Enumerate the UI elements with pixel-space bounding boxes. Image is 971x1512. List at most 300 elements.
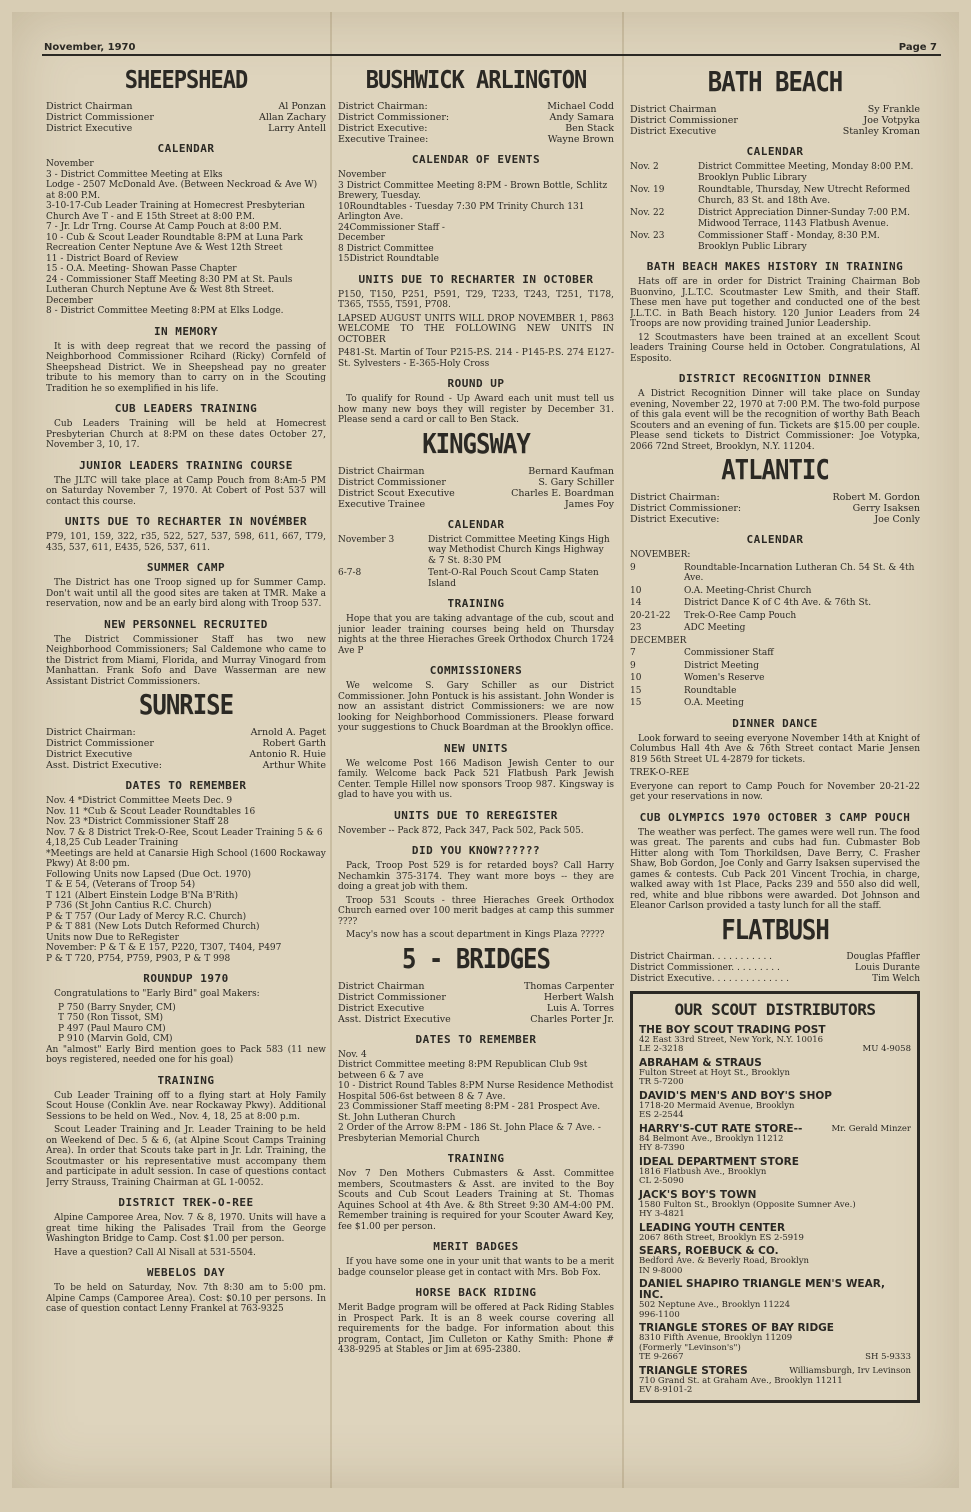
list-line: 3-10-17-Cub Leader Training at Homecrest Presbyterian Church Ave T - and E 15th Street at 8:00 P.M. — [46, 201, 305, 222]
section-heading: BATH BEACH MAKES HISTORY IN TRAINING — [646, 260, 904, 273]
officer-role: District Commissioner: — [338, 112, 450, 123]
article-text: Cub Leaders Training will be held at Homecrest Presbyterian Church at 8:PM on these dates October 27, November 3, 10, 17. — [46, 419, 326, 450]
store-entry — [639, 1157, 911, 1187]
distributors-title: OUR SCOUT DISTRIBUTORS — [674, 999, 876, 1019]
officer-list — [338, 466, 614, 510]
list-line: P & T 881 (New Lots Dutch Reformed Church) — [46, 922, 260, 932]
list-line: November — [46, 159, 94, 169]
section-heading: CALENDAR OF EVENTS — [411, 153, 541, 166]
article-text: Congratulations to "Early Bird" goal Makers: — [54, 989, 260, 999]
officer-row — [338, 112, 614, 123]
officer-name: Joe Votpyka — [863, 115, 920, 126]
officer-name: Antonio R. Huie — [249, 749, 326, 760]
store-entry — [639, 1366, 911, 1396]
store-phone: TE 9-2667 — [639, 1352, 684, 1362]
officer-name: James Foy — [564, 498, 614, 510]
store-address: 710 Grand St. at Graham Ave., Brooklyn 11211 — [639, 1375, 843, 1386]
store-name — [639, 1366, 911, 1377]
officer-row — [338, 488, 614, 499]
list-line: 3 - District Committee Meeting at Elks — [46, 169, 223, 180]
district-title: SUNRISE — [138, 688, 234, 722]
store-name: LEADING YOUTH CENTER — [639, 1221, 786, 1234]
calendar-event: Commissioner Staff — [684, 648, 774, 658]
list-line: P 750 (Barry Snyder, CM) — [58, 1002, 176, 1013]
list-line: 10 - District Round Tables 8:PM Nurse Residence Methodist Hospital 506-6st between 8 & 7 Ave. — [338, 1081, 614, 1102]
article-text: Cub Leader Training off to a flying start at Holy Family Scout House (Conklin Ave. near Rockaway Pkwy). Additional Sessions to be held on Wed., Nov. 4, 18, 25 at 8:00 p.m. — [46, 1090, 326, 1122]
calendar-list — [338, 170, 614, 265]
officer-name: Wayne Brown — [547, 134, 614, 145]
calendar-event: Roundtable — [684, 685, 737, 696]
list-line: Nov. 11 *Cub & Scout Leader Roundtables 16 — [46, 806, 256, 817]
store-entry — [639, 1124, 911, 1154]
store-address: HY 3-4821 — [639, 1209, 685, 1219]
officer-row — [338, 1003, 614, 1014]
section-heading: MERIT BADGES — [433, 1240, 519, 1253]
column-fold — [330, 12, 332, 1488]
section-heading: DINNER DANCE — [732, 716, 818, 730]
store-contact: Mr. Gerald Minzer — [831, 1123, 911, 1134]
section-heading: UNITS DUE TO RECHARTER IN OCTOBER — [358, 272, 594, 286]
issue-date: November, 1970 — [44, 42, 136, 53]
article-text: We welcome Post 166 Madison Jewish Center to our family. Welcome back Pack 521 Flatbush Park Jewish Center. Temple Hillel now sponsors Troop 987. Kingsway is glad to have you with us. — [338, 758, 614, 800]
calendar-event: District Dance K of C 4th Ave. & 76th St. — [684, 598, 872, 608]
list-line: P 736 (St John Cantius R.C. Church) — [46, 901, 212, 911]
dates-list — [46, 796, 326, 964]
officer-role: District Executive — [46, 123, 133, 134]
list-line: Following Units now Lapsed (Due Oct. 1970) — [46, 869, 252, 880]
column-3 — [630, 64, 920, 1484]
officer-name: Robert Garth — [262, 738, 326, 749]
store-phone: LE 2-3218 — [639, 1044, 684, 1054]
article-text: Nov 7 Den Mothers Cubmasters & Asst. Committee members, Scoutmasters & Asst. are invited to the Boy Scouts and Cub Scout Leaders Training at St. Thomas Aquines School at 4th Ave. & 8th Street 9:30 AM-4:00 PM. Remember training is required for your Scouter Award Key, fee $1.00 per person. — [338, 1169, 614, 1232]
article-text: To qualify for Round - Up Award each unit must tell us how many new boys they will register by December 31. Please send a card or call to Ben Stack. — [338, 394, 614, 425]
officer-name: Louis Durante — [855, 962, 920, 973]
calendar-date: 10 — [630, 673, 642, 683]
calendar-event: ADC Meeting — [684, 623, 746, 633]
article-text: P481-St. Martin of Tour P215-P.S. 214 - P145-P.S. 274 E127-St. Sylvesters - E-365-Holy Cross — [338, 348, 614, 369]
calendar-date: November 3 — [338, 534, 395, 545]
officer-row — [338, 981, 614, 992]
officer-role: District Chairman — [46, 101, 133, 112]
list-line: 15District Roundtable — [338, 254, 439, 264]
officer-list — [338, 981, 614, 1025]
officer-role: District Commissioner — [46, 738, 154, 749]
article-text: The weather was perfect. The games were well run. The food was great. The parents and cubs had fun. Cubmaster Bob Hitter along with Tom Thorkildsen, Dave Berry, C. Frasher Shaw, Bob Gordon, Joe Conly and Garry Isaksen supervised the games & contests. Cub Pack 201 Vincent Trochia, in charge, walked away with 1st Place, Packs 239 and 550 also did well, red, white and blue ribbons were awarded. Dot Johnson and Eleanor Carlson provided a tasty lunch for all the staff. — [630, 827, 920, 911]
store-address: 1580 Fulton St., Brooklyn (Opposite Sumner Ave.) — [639, 1199, 856, 1210]
section-heading: DID YOU KNOW?????? — [411, 844, 541, 857]
store-address: (Formerly "Levinson's") — [639, 1342, 741, 1353]
store-name: JACK'S BOY'S TOWN — [639, 1188, 757, 1201]
article-text: The JLTC will take place at Camp Pouch from 8:Am-5 PM on Saturday November 7, 1970. At Cobert of Post 537 will contact this course. — [46, 475, 326, 507]
calendar-date: 15 — [630, 698, 642, 708]
officer-role: District Commissioner — [338, 476, 446, 488]
officer-row — [630, 952, 920, 963]
section-heading: UNITS DUE TO REREGISTER — [394, 808, 558, 822]
article-text: Look forward to seeing everyone November 14th at Knight of Columbus Hall 4th Ave & 76th Street contact Marie Jensen 819 56th Street UL 4-2879 for tickets. — [630, 733, 920, 765]
officer-role: District Chairman — [338, 465, 425, 477]
list-line: T 750 (Ron Tissot, SM) — [58, 1013, 164, 1023]
officer-name: Gerry Isaksen — [852, 503, 920, 514]
store-title: HARRY'S-CUT RATE STORE-- — [639, 1122, 803, 1135]
calendar-row — [630, 586, 920, 597]
calendar-row — [630, 661, 920, 672]
article-text: P150, T150, P251, P591, T29, T233, T243, T251, T178, T365, T555, T591, P708. — [338, 289, 614, 310]
store-name: DANIEL SHAPIRO TRIANGLE MEN'S WEAR, INC. — [639, 1278, 885, 1301]
calendar-list — [338, 535, 614, 590]
officer-role: District Commissioner. . . . . . . . . — [630, 962, 780, 973]
officer-role: District Executive: — [338, 123, 428, 134]
store-entry — [639, 1223, 911, 1244]
calendar-date: 10 — [630, 585, 642, 596]
district-title: SHEEPSHEAD — [124, 66, 248, 95]
article-text: Have a question? Call Al Nisall at 531-5504. — [54, 1247, 256, 1258]
officer-name: Charles E. Boardman — [511, 487, 614, 499]
section-heading: CALENDAR — [447, 517, 505, 531]
officer-role: Asst. District Executive — [338, 1013, 451, 1025]
calendar-date: Nov. 22 — [630, 208, 665, 218]
list-line: 2 Order of the Arrow 8:PM - 186 St. John Place & 7 Ave. - Presbyterian Memorial Church — [338, 1123, 601, 1144]
list-line: 3 District Committee Meeting 8:PM - Brown Bottle, Schlitz Brewery, Tuesday. — [338, 180, 608, 201]
store-address: 42 East 33rd Street, New York, N.Y. 10016 — [639, 1034, 824, 1045]
store-name: ABRAHAM & STRAUS — [639, 1056, 762, 1069]
calendar-date: 15 — [630, 685, 642, 696]
district-title: BUSHWICK ARLINGTON — [365, 66, 587, 95]
list-line: P 910 (Marvin Gold, CM) — [58, 1034, 173, 1044]
calendar-row — [630, 623, 920, 634]
officer-role: District Chairman. . . . . . . . . . . — [630, 951, 773, 962]
article-text: An "almost" Early Bird mention goes to Pack 583 (11 new boys registered, needed one for his goal) — [46, 1044, 326, 1065]
page-number: Page 7 — [898, 42, 937, 53]
store-address: Fulton Street at Hoyt St., Brooklyn — [639, 1067, 790, 1078]
officer-list — [46, 727, 326, 771]
store-name: DAVID'S MEN'S AND BOY'S SHOP — [639, 1089, 832, 1102]
officer-role: Asst. District Executive: — [46, 760, 162, 771]
officer-row — [338, 134, 614, 145]
list-line: November — [338, 170, 386, 180]
calendar-event: Trek-O-Ree Camp Pouch — [684, 610, 797, 621]
list-line: 7 - Jr. Ldr Trng. Course At Camp Pouch at 8:00 P.M. — [46, 222, 282, 232]
article-text: It is with deep regreat that we record the passing of Neighborhood Commissioner Rcihard (Ricky) Cornfeld of Sheepshead District. We in Sheepshead pay no greater tribute to his memory than to carry on in the Scouting Tradition he so exemplified in his life. — [46, 341, 326, 394]
column-2 — [338, 64, 614, 1484]
list-line: T & E 54, (Veterans of Troop 54) — [46, 880, 196, 890]
officer-row — [630, 126, 920, 137]
store-address: 1816 Flatbush Ave., Brooklyn — [639, 1166, 767, 1177]
officer-row — [338, 101, 614, 112]
store-address: 996-1100 — [639, 1309, 680, 1320]
list-line: December — [338, 233, 385, 243]
article-text: Hats off are in order for District Training Chairman Bob Buonvino, J.L.T.C. Scoutmaster Lew Smith, and their Staff. These men have put together and conducted one of the best J.L.T.C. in Bath Beach history. 120 Junior Leaders from 24 Troops are now providing trained Junior Leadership. — [630, 277, 920, 329]
calendar-event: O.A. Meeting — [684, 698, 744, 708]
officer-row — [630, 115, 920, 126]
calendar-event: Commissioner Staff - Monday, 8:30 P.M. Brooklyn Public Library — [698, 231, 880, 252]
officer-row — [630, 492, 920, 503]
list-line: Nov. 7 & 8 District Trek-O-Ree, Scout Leader Training 5 & 6 — [46, 827, 323, 838]
officer-role: District Executive — [630, 126, 717, 137]
article-text: The District has one Troop signed up for Summer Camp. Don't wait until all the good sites are taken at TMR. Make a reservation, now and be an early bird along with Troop 537. — [46, 578, 326, 609]
distributors-box — [630, 991, 920, 1403]
section-heading: WEBELOS DAY — [146, 1266, 226, 1279]
officer-role: District Executive: — [630, 514, 720, 525]
store-contact: Williamsburgh, Irv Levinson — [789, 1365, 911, 1376]
list-line: *Meetings are held at Canarsie High School (1600 Rockaway Pkwy) At 8:00 pm. — [46, 848, 326, 869]
roundup-list — [46, 1003, 326, 1045]
officer-row — [46, 727, 326, 738]
calendar-event — [684, 550, 920, 561]
section-heading: DISTRICT TREK-O-REE — [118, 1196, 254, 1209]
calendar-date: 20-21-22 — [630, 610, 671, 621]
officer-list — [630, 492, 920, 525]
store-name: SEARS, ROEBUCK & CO. — [639, 1245, 779, 1257]
officer-row — [46, 112, 326, 123]
calendar-date: Nov. 23 — [630, 231, 665, 241]
officer-row — [46, 749, 326, 760]
officer-list — [46, 101, 326, 134]
calendar-row — [630, 636, 920, 647]
calendar-date: 6-7-8 — [338, 568, 362, 578]
calendar-event: Roundtable, Thursday, New Utrecht Reformed Church, 83 St. and 18th Ave. — [698, 185, 911, 206]
list-line: 8 - District Committee Meeting 8:PM at Elks Lodge. — [46, 306, 284, 316]
calendar-date: Nov. 2 — [630, 162, 659, 172]
officer-list — [630, 952, 920, 985]
store-list — [639, 1025, 911, 1396]
calendar-event — [684, 636, 920, 647]
calendar-row — [630, 648, 920, 659]
officer-role: District Executive. . . . . . . . . . . . . . — [630, 973, 789, 984]
calendar-row — [630, 208, 920, 229]
officer-role: District Executive — [46, 749, 133, 760]
list-line: Nov. 23 *District Commissioner Staff 28 — [46, 817, 229, 827]
article-text: The District Commissioner Staff has two new Neighborhood Commissioners; Sal Caldemone who came to the District from Miami, Florida, and Murray Vinogard from Manhattan. Frank Sofo and Dave Wasserman are new Assistant District Commissioners. — [46, 634, 326, 687]
section-heading: SUMMER CAMP — [146, 561, 226, 574]
officer-name: Luis A. Torres — [546, 1002, 614, 1014]
store-address: CL 2-5090 — [639, 1176, 684, 1186]
calendar-row — [630, 698, 920, 709]
store-phone: MU 4-9058 — [862, 1044, 911, 1054]
list-line: P 497 (Paul Mauro CM) — [58, 1023, 166, 1034]
officer-role: Executive Trainee: — [338, 134, 429, 145]
article-text: We welcome S. Gary Schiller as our District Commissioner. John Pontuck is his assistant. John Wonder is now an assistant district Commissioners: we are now looking for Neighborhood Commissioners. Please forward your suggestions to Chuck Boardman at the Brooklyn office. — [338, 681, 614, 733]
officer-row — [338, 477, 614, 488]
article-text: Pack, Troop Post 529 is for retarded boys? Call Harry Nechamkin 375-3174. They want more boys -- they are doing a great job with them. — [338, 861, 614, 892]
officer-row — [338, 1014, 614, 1025]
store-address: 8310 Fifth Avenue, Brooklyn 11209 — [639, 1333, 793, 1343]
district-title: 5 - BRIDGES — [402, 942, 550, 975]
section-heading: ROUNDUP 1970 — [143, 972, 229, 985]
section-heading: UNITS DUE TO RECHARTER IN NOVÉMBER — [64, 515, 308, 528]
officer-row — [630, 503, 920, 514]
calendar-list — [46, 159, 326, 317]
officer-row — [338, 466, 614, 477]
store-address: 1718-20 Mermaid Avenue, Brooklyn — [639, 1100, 795, 1111]
calendar-date: DECEMBER — [630, 635, 687, 646]
officer-row — [630, 104, 920, 115]
officer-name: Bernard Kaufman — [528, 465, 614, 477]
list-line: November: P & T & E 157, P220, T307, T404, P497 — [46, 943, 282, 953]
list-line: 15 - O.A. Meeting- Showan Passe Chapter — [46, 264, 237, 274]
calendar-date: Nov. 19 — [630, 185, 665, 195]
store-phones — [639, 1045, 911, 1055]
store-address: HY 8-7390 — [639, 1143, 685, 1153]
store-phones — [639, 1353, 911, 1363]
store-name: IDEAL DEPARTMENT STORE — [639, 1155, 799, 1168]
store-address: EV 8-9101-2 — [639, 1385, 693, 1395]
store-address: Bedford Ave. & Beverly Road, Brooklyn — [639, 1256, 809, 1266]
calendar-event: District Committee Meeting Kings High way Methodist Church Kings Highway & 7 St. 8:30 PM — [428, 534, 610, 566]
section-heading: CUB LEADERS TRAINING — [114, 402, 258, 415]
calendar-date: NOVEMBER: — [630, 550, 691, 560]
store-address: 502 Neptune Ave., Brooklyn 11224 — [639, 1300, 791, 1310]
article-text: Macy's now has a scout department in Kings Plaza ????? — [346, 930, 605, 940]
section-heading: HORSE BACK RIDING — [415, 1286, 537, 1299]
officer-role: District Commissioner: — [630, 503, 742, 514]
store-entry — [639, 1091, 911, 1121]
section-heading: DATES TO REMEMBER — [415, 1032, 537, 1046]
district-title: KINGSWAY — [422, 427, 530, 460]
list-line: District Committee meeting 8:PM Republican Club 9st between 6 & 7 ave — [338, 1060, 588, 1081]
officer-name: Tim Welch — [872, 973, 920, 984]
officer-name: Ben Stack — [565, 123, 614, 134]
officer-role: District Chairman: — [46, 727, 136, 738]
calendar-event: District Committee Meeting, Monday 8:00 P.M. Brooklyn Public Library — [698, 162, 914, 183]
officer-name: Allan Zachary — [258, 112, 326, 123]
officer-role: District Executive — [338, 1002, 425, 1014]
officer-row — [338, 499, 614, 510]
officer-name: S. Gary Schiller — [538, 476, 614, 488]
officer-role: District Chairman: — [630, 492, 720, 503]
calendar-row — [630, 598, 920, 609]
list-line: P & T 757 (Our Lady of Mercy R.C. Church) — [46, 911, 247, 922]
list-line: December — [46, 295, 93, 306]
calendar-date: 23 — [630, 623, 642, 633]
section-heading: IN MEMORY — [153, 324, 219, 338]
list-line: 11 - District Board of Review — [46, 253, 179, 264]
calendar-row — [630, 162, 920, 183]
list-line: Nov. 4 — [338, 1049, 367, 1060]
section-heading: DATES TO REMEMBER — [125, 779, 247, 792]
officer-name: Al Ponzan — [278, 101, 326, 112]
list-line: T 121 (Albert Einstein Lodge B'Na B'Rith) — [46, 890, 238, 901]
article-text: Everyone can report to Camp Pouch for November 20-21-22 get your reservations in now. — [630, 781, 920, 802]
article-text: Troop 531 Scouts - three Hieraches Greek Orthodox Church earned over 100 merit badges at camp this summer ???? — [338, 895, 614, 927]
officer-row — [338, 992, 614, 1003]
list-line: 24 - Commissioner Staff Meeting 8:30 PM at St. Pauls Lutheran Church Neptune Ave & West 8th Street. — [46, 274, 293, 295]
officer-name: Joe Conly — [874, 514, 920, 525]
article-text: Alpine Camporee Area, Nov. 7 & 8, 1970. Units will have a great time hiking the Palisades Trail from the George Washington Bridge to Camp. Cost $1.00 per person. — [46, 1213, 326, 1244]
section-heading: TRAINING — [447, 597, 505, 610]
store-name: THE BOY SCOUT TRADING POST — [639, 1023, 826, 1036]
officer-name: Michael Codd — [547, 101, 614, 112]
section-heading: CALENDAR — [746, 533, 804, 546]
store-phone: SH 5-9333 — [865, 1352, 911, 1362]
calendar-list — [630, 162, 920, 252]
officer-name: Robert M. Gordon — [832, 492, 920, 503]
district-title: BATH BEACH — [707, 65, 843, 99]
section-heading: CALENDAR — [157, 142, 215, 155]
officer-role: District Scout Executive — [338, 487, 455, 499]
officer-role: District Chairman: — [338, 101, 428, 112]
officer-name: Larry Antell — [268, 123, 326, 134]
store-entry — [639, 1279, 911, 1320]
list-line: 4,18,25 Cub Leader Training — [46, 838, 179, 848]
officer-row — [46, 738, 326, 749]
section-heading: NEW UNITS — [443, 741, 509, 755]
article-text: A District Recognition Dinner will take place on Sunday evening, November 22, 1970 at 7:00 P.M. The two-fold purpose of this gala event will be the recognition of worthy Bath Beach Scouters and an evening of fun. Tickets are $15.00 per couple. Please send tickets to District Commissioner: Joe Votypka, 2066 72nd Street, Brooklyn, N.Y. 11204. — [630, 389, 920, 452]
section-heading: DISTRICT RECOGNITION DINNER — [678, 372, 872, 385]
officer-name: Stanley Kroman — [842, 126, 920, 137]
list-line: 24Commissioner Staff - — [338, 222, 445, 233]
list-line: 10 - Cub & Scout Leader Roundtable 8:PM at Luna Park Recreation Center Neptune Ave & West 12th Street — [46, 232, 303, 253]
calendar-date: 9 — [630, 660, 636, 671]
officer-name: Charles Porter Jr. — [530, 1013, 614, 1025]
calendar-date: 7 — [630, 648, 636, 658]
calendar-event: O.A. Meeting-Christ Church — [684, 585, 812, 596]
officer-row — [338, 123, 614, 134]
list-line: Nov. 4 *District Committee Meets Dec. 9 — [46, 796, 233, 806]
calendar-row — [630, 231, 920, 252]
officer-list — [630, 104, 920, 137]
article-text: Merit Badge program will be offered at Pack Riding Stables in Prospect Park. It is an 8 week course covering all requirements for the badge. For information about this program, Contact, Jim Culleton or Kathy Smith: Phone # 438-9295 at Stables or Jim at 695-2380. — [338, 1303, 614, 1355]
section-heading: TRAINING — [157, 1073, 215, 1087]
calendar-event: District Appreciation Dinner-Sunday 7:00 P.M. Midwood Terrace, 1143 Flatbush Avenue. — [698, 208, 910, 229]
officer-name: Sy Frankle — [867, 104, 920, 115]
officer-row — [46, 101, 326, 112]
calendar-row — [630, 563, 920, 584]
officer-name: Arthur White — [262, 760, 326, 771]
store-address: 84 Belmont Ave., Brooklyn 11212 — [639, 1133, 784, 1144]
officer-list — [338, 101, 614, 145]
officer-role: District Commissioner — [46, 112, 154, 123]
calendar-event: Women's Reserve — [684, 673, 765, 683]
calendar-row — [630, 185, 920, 206]
officer-name: Thomas Carpenter — [523, 980, 614, 992]
header-rule — [42, 54, 941, 56]
store-address: ES 2-2544 — [639, 1110, 684, 1120]
store-entry — [639, 1190, 911, 1220]
store-name: TRIANGLE STORES OF BAY RIDGE — [639, 1322, 834, 1334]
article-text: Scout Leader Training and Jr. Leader Training to be held on Weekend of Dec. 5 & 6, (at Alpine Scout Camps Training Area). In order that Scouts take part in Jr. Ldr. Training, the Scoutmaster or his representative must accompany them and participate in adult session. In case of questions contact Jerry Strauss, Training Chairman at GL 1-0052. — [46, 1125, 326, 1188]
section-heading: JUNIOR LEADERS TRAINING COURSE — [79, 458, 293, 472]
newspaper-page — [12, 12, 959, 1488]
calendar-event: Tent-O-Ral Pouch Scout Camp Staten Island — [428, 568, 599, 589]
officer-role: District Commissioner — [630, 115, 738, 126]
calendar-row — [630, 673, 920, 684]
section-heading: TRAINING — [447, 1152, 505, 1165]
store-address: TR 5-7200 — [639, 1077, 684, 1087]
officer-row — [630, 974, 920, 985]
officer-row — [46, 123, 326, 134]
calendar-date: 9 — [630, 562, 636, 573]
calendar-row — [338, 568, 614, 589]
section-heading: ROUND UP — [447, 377, 505, 390]
list-line: Units now Due to ReRegister — [46, 932, 179, 943]
store-entry — [639, 1025, 911, 1055]
district-title: FLATBUSH — [721, 913, 829, 946]
store-entry — [639, 1058, 911, 1088]
officer-name: Arnold A. Paget — [250, 727, 326, 738]
article-text: P79, 101, 159, 322, r35, 522, 527, 537, 598, 611, 667, T79, 435, 537, 611, E435, 526, 537, 611. — [46, 532, 326, 553]
article-text: If you have some one in your unit that wants to be a merit badge counselor please get in contact with Mrs. Bob Fox. — [338, 1257, 614, 1278]
article-text: November -- Pack 872, Pack 347, Pack 502, Pack 505. — [338, 825, 584, 836]
officer-role: District Chairman — [338, 980, 425, 992]
officer-name: Douglas Pfaffler — [846, 951, 920, 962]
calendar-row — [630, 611, 920, 622]
store-name — [639, 1124, 911, 1135]
list-line: 10Roundtables - Tuesday 7:30 PM Trinity Church 131 Arlington Ave. — [338, 201, 585, 222]
officer-role: Executive Trainee — [338, 498, 426, 510]
column-fold — [622, 12, 624, 1488]
calendar-event: District Meeting — [684, 660, 759, 671]
article-text: Hope that you are taking advantage of the cub, scout and junior leader training courses being held on Thursday nights at the three Hieraches Greek Orthodox Church 1724 Ave P — [338, 614, 614, 656]
